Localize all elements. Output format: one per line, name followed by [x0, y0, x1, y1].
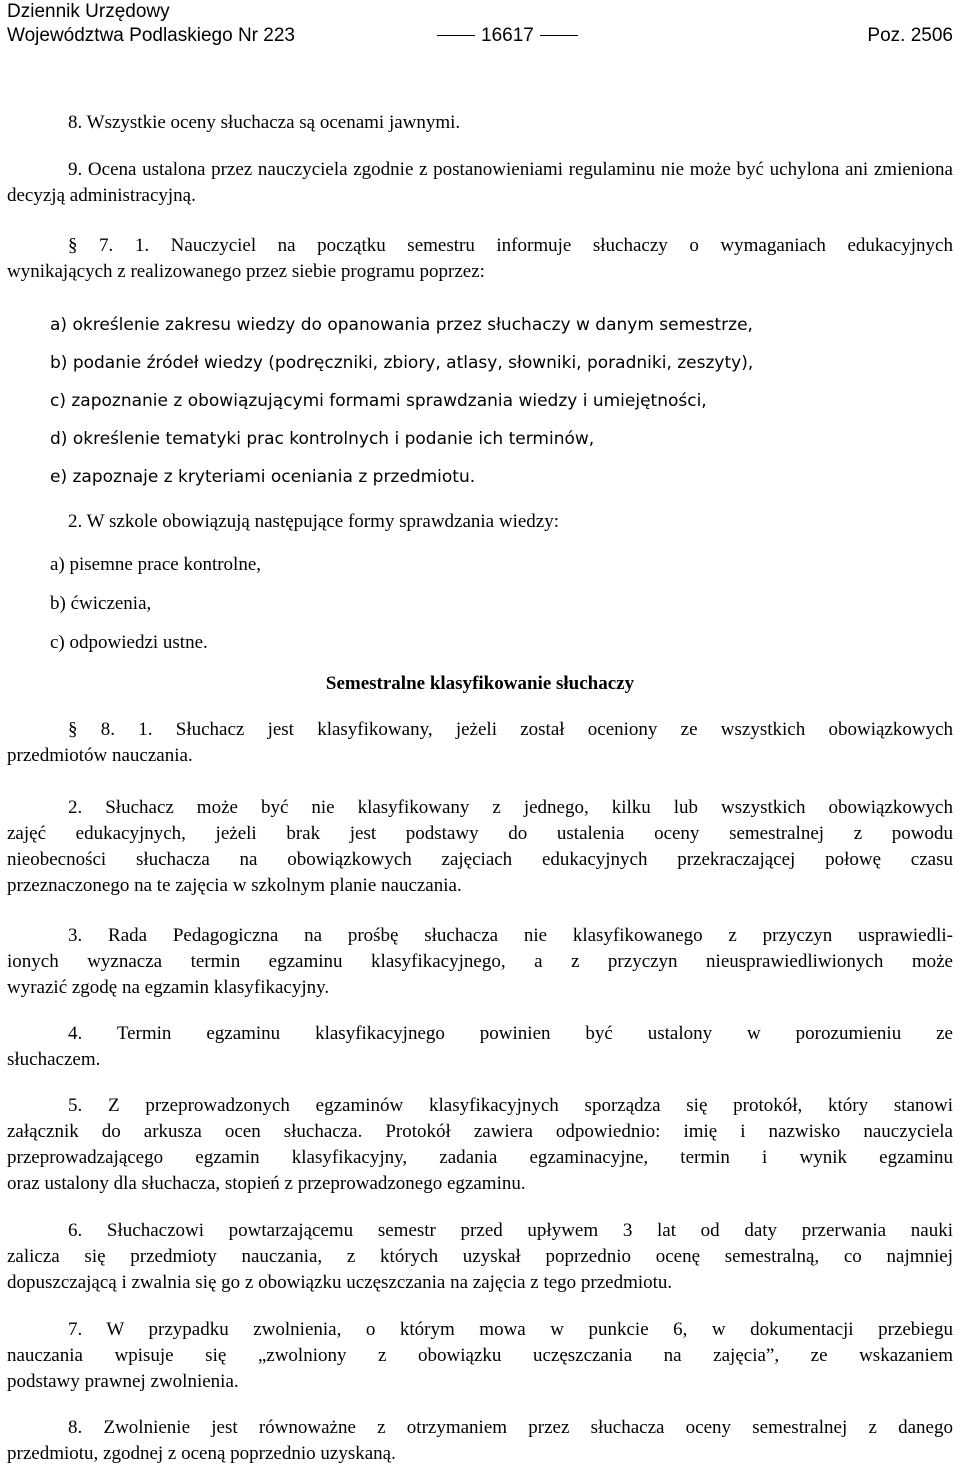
- list-item: b) ćwiczenia,: [50, 593, 152, 614]
- section-heading: Semestralne klasyfikowanie słuchaczy: [325, 673, 635, 694]
- section-8-6-line: zalicza się przedmioty nauczania, z których uzyskał poprzednio ocenę semestralną, co najmniej: [7, 1246, 953, 1267]
- section-7-1-line2: wynikających z realizowanego przez siebie programu poprzez:: [7, 261, 485, 282]
- journal-subtitle: Województwa Podlaskiego Nr 223: [7, 25, 295, 46]
- section-8-3-line: wyrazić zgodę na egzamin klasyfikacyjny.: [7, 977, 330, 998]
- list-item: c) zapoznanie z obowiązującymi formami sprawdzania wiedzy i umiejętności,: [50, 391, 707, 411]
- section-8-5: [7, 1093, 953, 1197]
- section-8-5-line: oraz ustalony dla słuchacza, stopień z przeprowadzonego egzaminu.: [7, 1173, 526, 1194]
- list-item: b) podanie źródeł wiedzy (podręczniki, zbiory, atlasy, słowniki, poradniki, zeszyty),: [50, 353, 754, 373]
- page-number: 16617: [481, 25, 534, 46]
- section-8-2: [7, 795, 953, 899]
- requirements-list: [50, 313, 753, 503]
- position-number: Poz. 2506: [867, 25, 953, 46]
- section-8-1-line2: przedmiotów nauczania.: [7, 745, 193, 766]
- section-8-8-line: 8. Zwolnienie jest równoważne z otrzymaniem przez słuchacza oceny semestralnej z danego: [68, 1417, 953, 1438]
- page-header: [7, 0, 953, 48]
- section-8-3-line: ionych wyznacza termin egzaminu klasyfikacyjnego, a z przyczyn nieusprawiedliwionych może: [7, 951, 953, 972]
- section-8-5-line: 5. Z przeprowadzonych egzaminów klasyfikacyjnych sporządza się protokół, który stanowi: [68, 1095, 953, 1116]
- section-8-7-line: nauczania wpisuje się „zwolniony z obowiązku uczęszczania na zajęcia”, ze wskazaniem: [7, 1345, 953, 1366]
- section-8-4-line: 4. Termin egzaminu klasyfikacyjnego powinien być ustalony w porozumieniu ze: [68, 1023, 953, 1044]
- section-8-8-line: przedmiotu, zgodnej z oceną poprzednio uzyskaną.: [7, 1443, 396, 1464]
- section-8-2-line: 2. Słuchacz może być nie klasyfikowany z jednego, kilku lub wszystkich obowiązkowych: [68, 797, 953, 818]
- section-8-3: [7, 923, 953, 1001]
- section-7-1: [7, 233, 953, 285]
- section-8-4: [7, 1021, 953, 1073]
- list-item: a) pisemne prace kontrolne,: [50, 554, 262, 575]
- section-8-1: [7, 717, 953, 769]
- section-8-8: [7, 1415, 953, 1467]
- section-8-5-line: przeprowadzającego egzamin klasyfikacyjny, zadania egzaminacyjne, termin i wynik egzaminu: [7, 1147, 953, 1168]
- section-8-2-line: zajęć edukacyjnych, jeżeli brak jest podstawy do ustalenia oceny semestralnej z powodu: [7, 823, 953, 844]
- journal-title: Dziennik Urzędowy: [7, 1, 170, 22]
- section-8-7: [7, 1317, 953, 1395]
- section-8-6: [7, 1218, 953, 1296]
- section-7-2: 2. W szkole obowiązują następujące formy sprawdzania wiedzy:: [68, 511, 560, 532]
- section-8-1-line1: § 8. 1. Słuchacz jest klasyfikowany, jeżeli został oceniony ze wszystkich obowiązkowych: [68, 719, 953, 740]
- section-8-2-line: nieobecności słuchacza na obowiązkowych zajęciach edukacyjnych przekraczającej połowę czasu: [7, 849, 953, 870]
- list-item: a) określenie zakresu wiedzy do opanowania przez słuchaczy w danym semestrze,: [50, 315, 753, 335]
- header-row: [7, 24, 953, 48]
- dash-right: [540, 35, 578, 36]
- section-7-1-line1: § 7. 1. Nauczyciel na początku semestru informuje słuchaczy o wymaganiach edukacyjnych: [68, 235, 953, 256]
- section-8-7-line: podstawy prawnej zwolnienia.: [7, 1371, 239, 1392]
- paragraph-8: 8. Wszystkie oceny słuchacza są ocenami jawnymi.: [68, 112, 461, 133]
- page-number-group: [431, 24, 584, 48]
- section-8-5-line: załącznik do arkusza ocen słuchacza. Protokół zawiera odpowiednio: imię i nazwisko nauczyciela: [7, 1121, 953, 1142]
- section-8-6-line: 6. Słuchaczowi powtarzającemu semestr przed upływem 3 lat od daty przerwania nauki: [68, 1220, 953, 1241]
- section-8-3-line: 3. Rada Pedagogiczna na prośbę słuchacza nie klasyfikowanego z przyczyn usprawiedli-: [68, 925, 953, 946]
- section-8-6-line: dopuszczającą i zwalnia się go z obowiązku uczęszczania na zajęcia z tego przedmiotu.: [7, 1272, 673, 1293]
- dash-left: [437, 35, 475, 36]
- section-8-7-line: 7. W przypadku zwolnienia, o którym mowa w punkcie 6, w dokumentacji przebiegu: [68, 1319, 953, 1340]
- paragraph-9: 9. Ocena ustalona przez nauczyciela zgodnie z postanowieniami regulaminu nie może być uchylona ani zmieniona decyzją administracyjną.: [7, 159, 953, 206]
- section-8-2-line: przeznaczonego na te zajęcia w szkolnym planie nauczania.: [7, 875, 462, 896]
- section-8-4-line: słuchaczem.: [7, 1049, 101, 1070]
- list-item: d) określenie tematyki prac kontrolnych i podanie ich terminów,: [50, 429, 595, 449]
- list-item: e) zapoznaje z kryteriami oceniania z przedmiotu.: [50, 467, 476, 487]
- list-item: c) odpowiedzi ustne.: [50, 632, 208, 653]
- test-forms-list: [50, 552, 261, 669]
